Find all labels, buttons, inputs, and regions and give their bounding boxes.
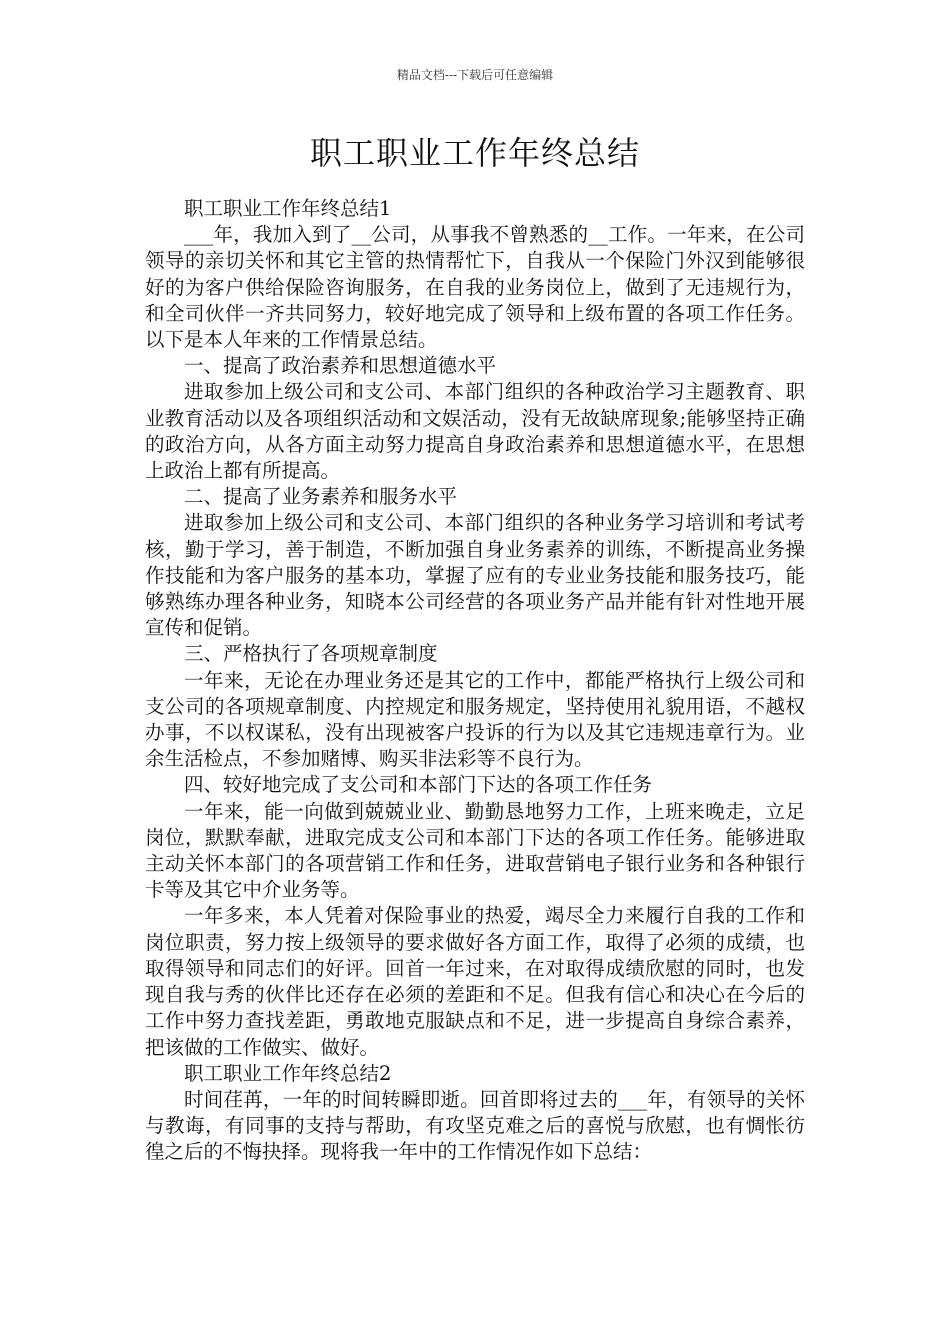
subsection-heading: 四、较好地完成了支公司和本部门下达的各项工作任务: [184, 773, 653, 797]
subsection-heading: 一、提高了政治素养和思想道德水平: [184, 354, 497, 378]
document-body: [145, 196, 805, 1166]
header-note: 精品文档---下载后可任意编辑: [396, 68, 554, 82]
document-title: 职工职业工作年终总结: [309, 134, 640, 172]
body-paragraph: 一年来，能一向做到兢兢业业、勤勤恳地努力工作，上班来晚走，立足岗位，默默奉献，进取完成支公司和本部门下达的各项工作任务。能够进取主动关怀本部门的各项营销工作和任务，进取营销电子银行业务和各种银行卡等及其它中介业务等。: [145, 799, 805, 902]
body-paragraph: 一年多来，本人凭着对保险事业的热爱，竭尽全力来履行自我的工作和岗位职责，努力按上级领导的要求做好各方面工作，取得了必须的成绩，也取得领导和同志们的好评。回首一年过来，在对取得成绩欣慰的同时，也发现自我与秀的伙伴比还存在必须的差距和不足。但我有信心和决心在今后的工作中努力查找差距，勇敢地克服缺点和不足，进一步提高自身综合素养，把该做的工作做实、做好。: [145, 904, 805, 1059]
subsection-heading: 二、提高了业务素养和服务水平: [184, 485, 458, 509]
section-heading-1: 职工职业工作年终总结1: [184, 197, 392, 220]
body-paragraph: ___年，我加入到了__公司，从事我不曾熟悉的__工作。一年来，在公司领导的亲切关怀和其它主管的热情帮忙下，自我从一个保险门外汉到能够很好的为客户供给保险咨询服务，在自我的业务岗位上，做到了无违规行为，和全司伙伴一齐共同努力，较好地完成了领导和上级布置的各项工作任务。以下是本人年来的工作情景总结。: [145, 223, 805, 352]
body-paragraph: 时间荏苒，一年的时间转瞬即逝。回首即将过去的___年，有领导的关怀与教诲，有同事的支持与帮助，有攻坚克难之后的喜悦与欣慰，也有惆怅彷徨之后的不悔抉择。现将我一年中的工作情况作如下总结：: [145, 1087, 805, 1164]
body-paragraph: 进取参加上级公司和支公司、本部门组织的各种业务学习培训和考试考核，勤于学习，善于制造，不断加强自身业务素养的训练，不断提高业务操作技能和为客户服务的基本功，掌握了应有的专业业务技能和服务技巧，能够熟练办理各种业务，知晓本公司经营的各项业务产品并能有针对性地开展宣传和促销。: [145, 511, 805, 640]
body-paragraph: 进取参加上级公司和支公司、本部门组织的各种政治学习主题教育、职业教育活动以及各项组织活动和文娱活动，没有无故缺席现象;能够坚持正确的政治方向，从各方面主动努力提高自身政治素养和思想道德水平，在思想上政治上都有所提高。: [145, 380, 805, 483]
subsection-heading: 三、严格执行了各项规章制度: [184, 642, 438, 666]
body-paragraph: 一年来，无论在办理业务还是其它的工作中，都能严格执行上级公司和支公司的各项规章制度、内控规定和服务规定，坚持使用礼貌用语，不越权办事，不以权谋私，没有出现被客户投诉的行为以及其它违规违章行为。业余生活检点，不参加赌博、购买非法彩等不良行为。: [145, 668, 805, 771]
section-heading-2: 职工职业工作年终总结2: [184, 1061, 392, 1085]
